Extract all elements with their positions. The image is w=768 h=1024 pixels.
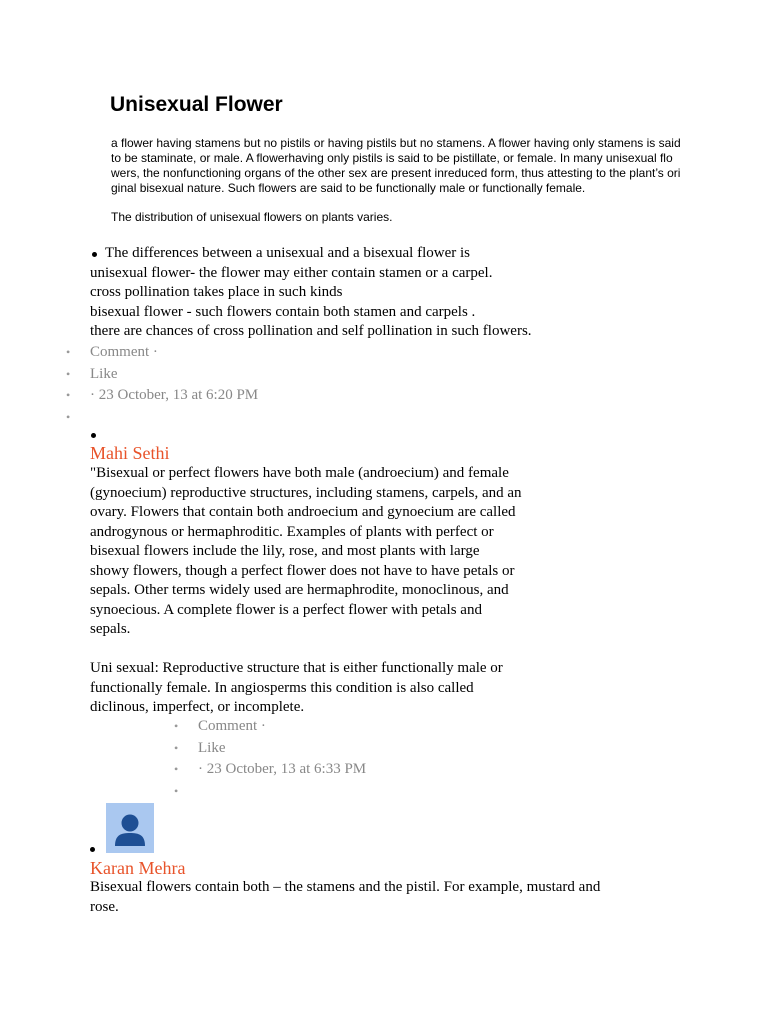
bullet-icon: • xyxy=(174,783,179,798)
answer-1-line: there are chances of cross pollination and self pollination in such flowers. xyxy=(90,323,532,339)
timestamp: • · 23 October, 13 at 6:33 PM xyxy=(198,759,366,781)
answer-1-meta xyxy=(66,342,259,428)
answer-1-line: cross pollination takes place in such kinds xyxy=(90,284,343,300)
answer-2-line: synoecious. A complete flower is a perfect flower with petals and xyxy=(90,601,482,618)
avatar[interactable] xyxy=(106,803,154,853)
answer-1-line: bisexual flower - such flowers contain both stamen and carpels . xyxy=(90,303,476,320)
comment-link[interactable]: • Comment · xyxy=(90,342,258,364)
answer-2-line: sepals. xyxy=(90,621,131,637)
bullet-icon: • xyxy=(66,388,71,402)
user-silhouette-icon xyxy=(106,803,154,853)
answer-3-line: rose. xyxy=(90,898,119,915)
bullet-icon xyxy=(90,847,95,852)
answer-1-body xyxy=(90,244,690,342)
timestamp: • · 23 October, 13 at 6:20 PM xyxy=(90,385,258,407)
empty-item xyxy=(174,781,366,803)
intro-paragraph: a flower having stamens but no pistils or having pistils but no stamens. A flower having only stamens is said to be staminate, or male. A flowerhaving only pistils is said to be pistillate, or female. In many unisexual flowers, the nonfunctioning organs of the other sex are present inreduced form, thus attesting to the plant’s original bisexual nature. Such flowers are said to be functionally male or functionally female. xyxy=(111,136,681,195)
answer-2-line: androgynous or hermaphroditic. Examples of plants with perfect or xyxy=(90,523,494,540)
bullet-icon: • xyxy=(66,409,71,424)
answer-2-meta xyxy=(174,716,367,802)
comment-link[interactable]: • Comment · xyxy=(198,716,366,738)
intro-definition xyxy=(111,136,681,225)
answer-2-line: sepals. Other terms widely used are hermaphrodite, monoclinous, and xyxy=(90,582,509,598)
answer-1-line: The differences between a unisexual and a bisexual flower is xyxy=(105,245,470,261)
empty-item xyxy=(66,407,258,429)
answer-2-line: showy flowers, though a perfect flower does not have to have petals or xyxy=(90,562,515,579)
answer-2-line: diclinous, imperfect, or incomplete. xyxy=(90,699,305,715)
bullet-icon: • xyxy=(174,762,179,776)
answer-3-body xyxy=(90,878,700,917)
intro-distribution: The distribution of unisexual flowers on plants varies. xyxy=(111,210,393,224)
answer-2-line: functionally female. In angiosperms this condition is also called xyxy=(90,679,474,696)
page-title: Unisexual Flower xyxy=(110,93,283,116)
author-name[interactable]: Mahi Sethi xyxy=(90,443,170,463)
answer-2-body xyxy=(90,464,690,718)
bullet-icon: • xyxy=(66,345,71,359)
answer-3-line: Bisexual flowers contain both – the stamens and the pistil. For example, mustard and xyxy=(90,879,601,895)
author-name[interactable]: Karan Mehra xyxy=(90,858,186,878)
bullet-icon: • xyxy=(174,719,179,733)
like-link[interactable]: • Like xyxy=(198,738,366,760)
answer-2-line: (gynoecium) reproductive structures, including stamens, carpels, and an xyxy=(90,484,522,501)
bullet-icon xyxy=(91,433,96,438)
answer-1-line: unisexual flower- the flower may either contain stamen or a carpel. xyxy=(90,264,493,281)
bullet-icon: • xyxy=(66,366,71,381)
answer-2-line: ovary. Flowers that contain both androecium and gynoecium are called xyxy=(90,504,516,520)
answer-2-line: bisexual flowers include the lily, rose, and most plants with large xyxy=(90,543,480,559)
like-link[interactable]: • Like xyxy=(90,364,258,386)
answer-2-line: "Bisexual or perfect flowers have both male (androecium) and female xyxy=(90,465,509,481)
bullet-icon: • xyxy=(174,740,179,755)
answer-2-line: Uni sexual: Reproductive structure that is either functionally male or xyxy=(90,660,503,676)
